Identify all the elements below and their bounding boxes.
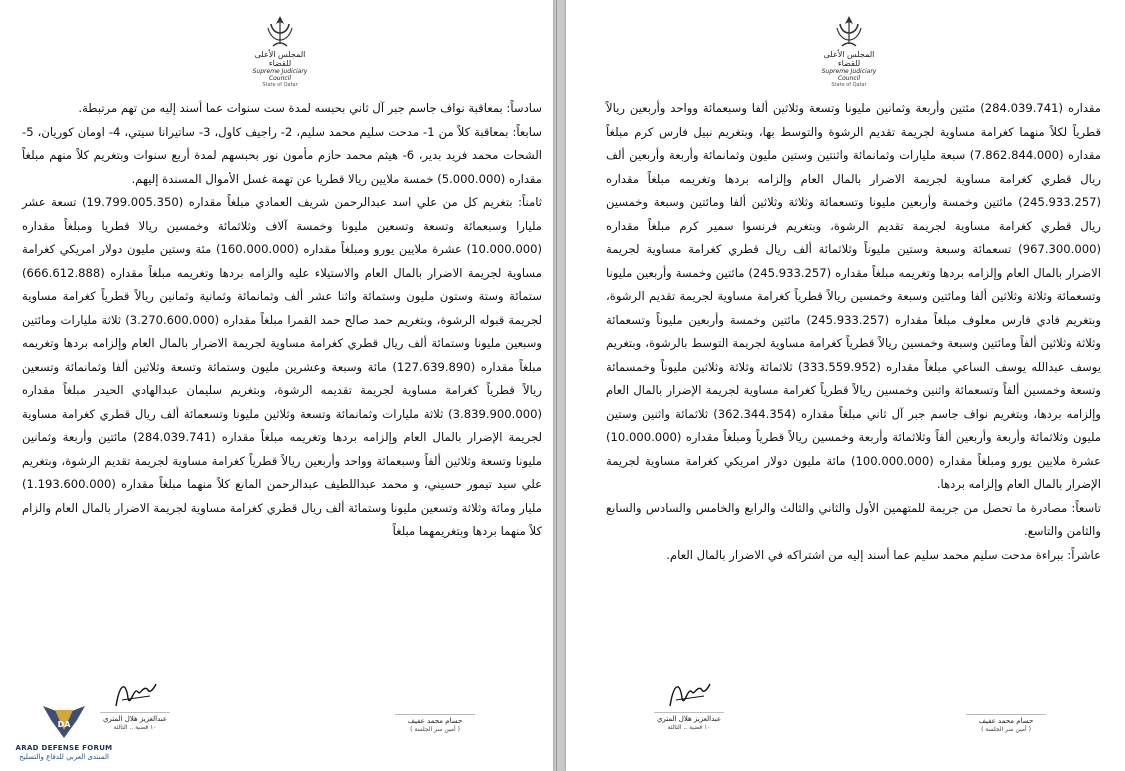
judgment-text-right	[606, 97, 1101, 567]
signature-role: ( أمين سر الجلسة )	[981, 726, 1031, 733]
document-page-left	[0, 0, 553, 771]
logo-sub: State of Qatar	[262, 82, 298, 88]
signature-role: ١٠ قضية .. الثالثة	[113, 724, 157, 731]
judgment-text-left	[22, 97, 542, 544]
logo-sub: State of Qatar	[831, 82, 867, 88]
logo-name-ar: المجلس الأعلى للقضاء	[254, 50, 306, 68]
svg-text:DA: DA	[57, 720, 71, 729]
logo-name-en: Supreme Judiciary Council	[821, 68, 877, 82]
document-page-right	[566, 0, 1125, 771]
signature-secretary-right	[966, 700, 1046, 734]
forum-watermark	[4, 700, 124, 771]
logo-name-ar: المجلس الأعلى للقضاء	[823, 50, 875, 68]
signature-role: ( أمين سر الجلسة )	[410, 726, 460, 733]
page-divider	[556, 0, 557, 771]
paragraph-sixth: سادساً: بمعاقبة نواف جاسم جبر آل ثاني بحبسه لمدة ست سنوات عما أسند إليه من تهم مرتبطة.	[78, 101, 542, 115]
emblem-icon	[832, 14, 866, 50]
signature-name: حسام محمد عفيف	[395, 714, 475, 726]
signature-name: حسام محمد عفيف	[966, 714, 1046, 726]
watermark-title: ARAD DEFENSE FORUM	[15, 744, 113, 752]
watermark-subtitle: المنتدى العربي للدفاع والتسليح	[19, 753, 109, 761]
signature-name: عبدالعزيز هلال المتري	[654, 712, 724, 724]
emblem-icon	[263, 14, 297, 50]
logo-name-en: Supreme Judiciary Council	[252, 68, 308, 82]
paragraph-eighth: ثامناً: بتغريم كل من علي اسد عبدالرحمن شريف العمادي مبلغاً مقداره (19.799.005.350) تسعة عشر مليارا وسبعمائة وتسعة وتسعين مليونا وخمسة آلاف وثلاثمائة وخمسين ريالا قطريا ومبلغاً مقداره (10.000.000) عشرة ملايين يورو ومبلغاً مقداره (160.000.000) مئة وستين مليون دولار امريكي كغرامة مساوية لجريمة الاضرار بالمال العام والاستيلاء عليه والزامه بردها وتغريمه مبلغاً مقداره (666.612.888) ستمائة وستة وستون مليون وستمائة واثنا عشر ألف وثمانمائة وثمانية وثمانين ريالاً قطرياً كغرامة مساوية لجريمة قبوله الرشوة، وبتغريم حمد صالح حمد القمرا مبلغاً مقداره (3.270.600.000) ثلاثة مليارات ومائتين وسبعين مليونا وستمائة ألف ريال قطري كغرامة مساوية لجريمة الاضرار بالمال العام وإلزامه بردها وتغريمه مبلغاً مقداره (127.639.890) مائة وسبعة وعشرين مليون وستمائة وتسعة وثلاثين ألفا وثمانمائة وتسعين ريالاً قطرياً كغرامة مساوية لجريمة تقديمه الرشوة، وبتغريم سليمان عبدالهادي الحيدر مبلغاً مقداره (3.839.900.000) ثلاثة مليارات وثمانمائة وتسعة وثلاثين مليونا وتسعمائة ألف ريال قطري كغرامة مساوية لجريمة الإضرار بالمال العام وإلزامه بردها وتغريمه مبلغاً مقداره (284.039.741) مائتين وأربعة وثمانين مليونا وتسعة وثلاثين ألفاً وسبعمائة وواحد وأربعين ريالاً قطرياً كغرامة مساوية لجريمة تقديم الرشوة، وبتغريم علي سيد تيمور حسيني، و محمد عبداللطيف عبدالرحمن المانع كلاً منهما مبلغاً مقداره (1.193.600.000) مليار ومائة وثلاثة وتسعين مليونا وستمائة ألف ريال قطري كغرامة مساوية لجريمة الاضرار بالمال العام والزام كلاً منهما بردها وبتغريمهما مبلغاً	[22, 195, 543, 538]
shield-emblem-icon	[41, 700, 87, 740]
signature-name: عبدالعزيز هلال المتري	[100, 712, 170, 724]
paragraph-continuation: مقداره (284.039.741) مئتين وأربعة وثمانين مليونا وتسعة وثلاثين ألفا وسبعمائة وواحد وأربعين ريالاً قطرياً لكلاً منهما كغرامة مساوية لجريمة تقديم الرشوة والتوسط بها، وبتغريم نبيل فارس كرم مبلغاً مقداره (7.862.844.000) سبعة مليارات وثمانمائة واثنتين وستين مليون وثمانمائة وأربعة وأربعين ألف ريال قطري كغرامة مساوية لجريمة الاضرار بالمال العام وإلزامه بردها وتغريمه مبلغاً مقداره (245.933.257) مائتين وخمسة وأربعين مليونا وتسعمائة وثلاثة وثلاثين ألفا ومائتين وسبعة وخمسين ريال قطري كغرامة مساوية لجريمة تقديم الرشوة، وبتغريم فرنسوا سمير كرم مبلغاً مقداره (967.300.000) تسعمائة وسبعة وستين مليوناً وثلاثمائة ألف ريال قطري كغرامة مساوية لجريمة الاضرار بالمال العام وإلزامه بردها وتغريمه مبلغاً مقداره (245.933.257) مائتين وخمسة وأربعين مليونا وتسعمائة وثلاثة وثلاثين ألفا ومائتين وسبعة وخمسين ريالاً قطرياً كغرامة مساوية لجريمة تقديم الرشوة، وبتغريم فادي فارس معلوف مبلغاً مقداره (245.933.257) مائتين وخمسة وأربعين مليوناً وتسعمائة وثلاثة وثلاثين ألفاً ومائتين وسبعة وخمسين ريالاً قطرياً كغرامة مساوية لجريمة التوسط بالرشوة، وبتغريم يوسف عبدالله يوسف الساعي مبلغاً مقداره (333.559.952) ثلاثمائة وثلاثة وثلاثين مليوناً وخمسمائة وتسعة وخمسين ألفاً وتسعمائة واثنين وخمسين ريالاً قطرياً كغرامة مساوية لجريمة الإضرار بالمال العام وإلزامه بردها، وبتغريم نواف جاسم جبر آل ثاني مبلغاً مقداره (362.344.354) ثلاثمائة واثنين وستين مليون وثلاثمائة وأربعة وأربعين ألفاً وثلاثمائة وأربعة وخمسين ريالاً قطرياً ومبلغاً مقداره (10.000.000) عشرة ملايين يورو ومبلغاً مقداره (100.000.000) مائة مليون دولار امريكي كغرامة مساوية لجريمة الإضرار بالمال العام وإلزامه بردها.	[606, 101, 1102, 491]
signature-role: ١٠ قضية .. الثالثة	[667, 724, 711, 731]
paragraph-seventh: سابعاً: بمعاقبة كلاً من 1- مدحت سليم محمد سليم، 2- راجيف كاول، 3- ساتيرانا سيتي، 4- اومان كوريان، 5- الشحات محمد فريد بدير، 6- هيثم محمد حازم مأمون نور بحبسهم لمدة أربع سنوات وبتغريم كلاً منهم مبلغاً مقداره (5.000.000) خمسة ملايين ريالا قطريا عن تهمة غسل الأموال المسندة إليهم.	[22, 124, 542, 186]
council-logo	[814, 14, 884, 88]
signature-judge-right	[654, 678, 724, 732]
paragraph-ninth: تاسعاً: مصادرة ما تحصل من جريمة للمتهمين الأول والثاني والثالث والرابع والخامس والسادس والسابع والثامن والتاسع.	[606, 500, 1101, 538]
council-logo	[245, 14, 315, 88]
paragraph-tenth: عاشراً: ببراءة مدحت سليم محمد سليم عما أسند إليه من اشتراكه في الاضرار بالمال العام.	[666, 547, 1101, 562]
signature-secretary-left	[395, 700, 475, 734]
handwritten-signature	[664, 678, 714, 712]
